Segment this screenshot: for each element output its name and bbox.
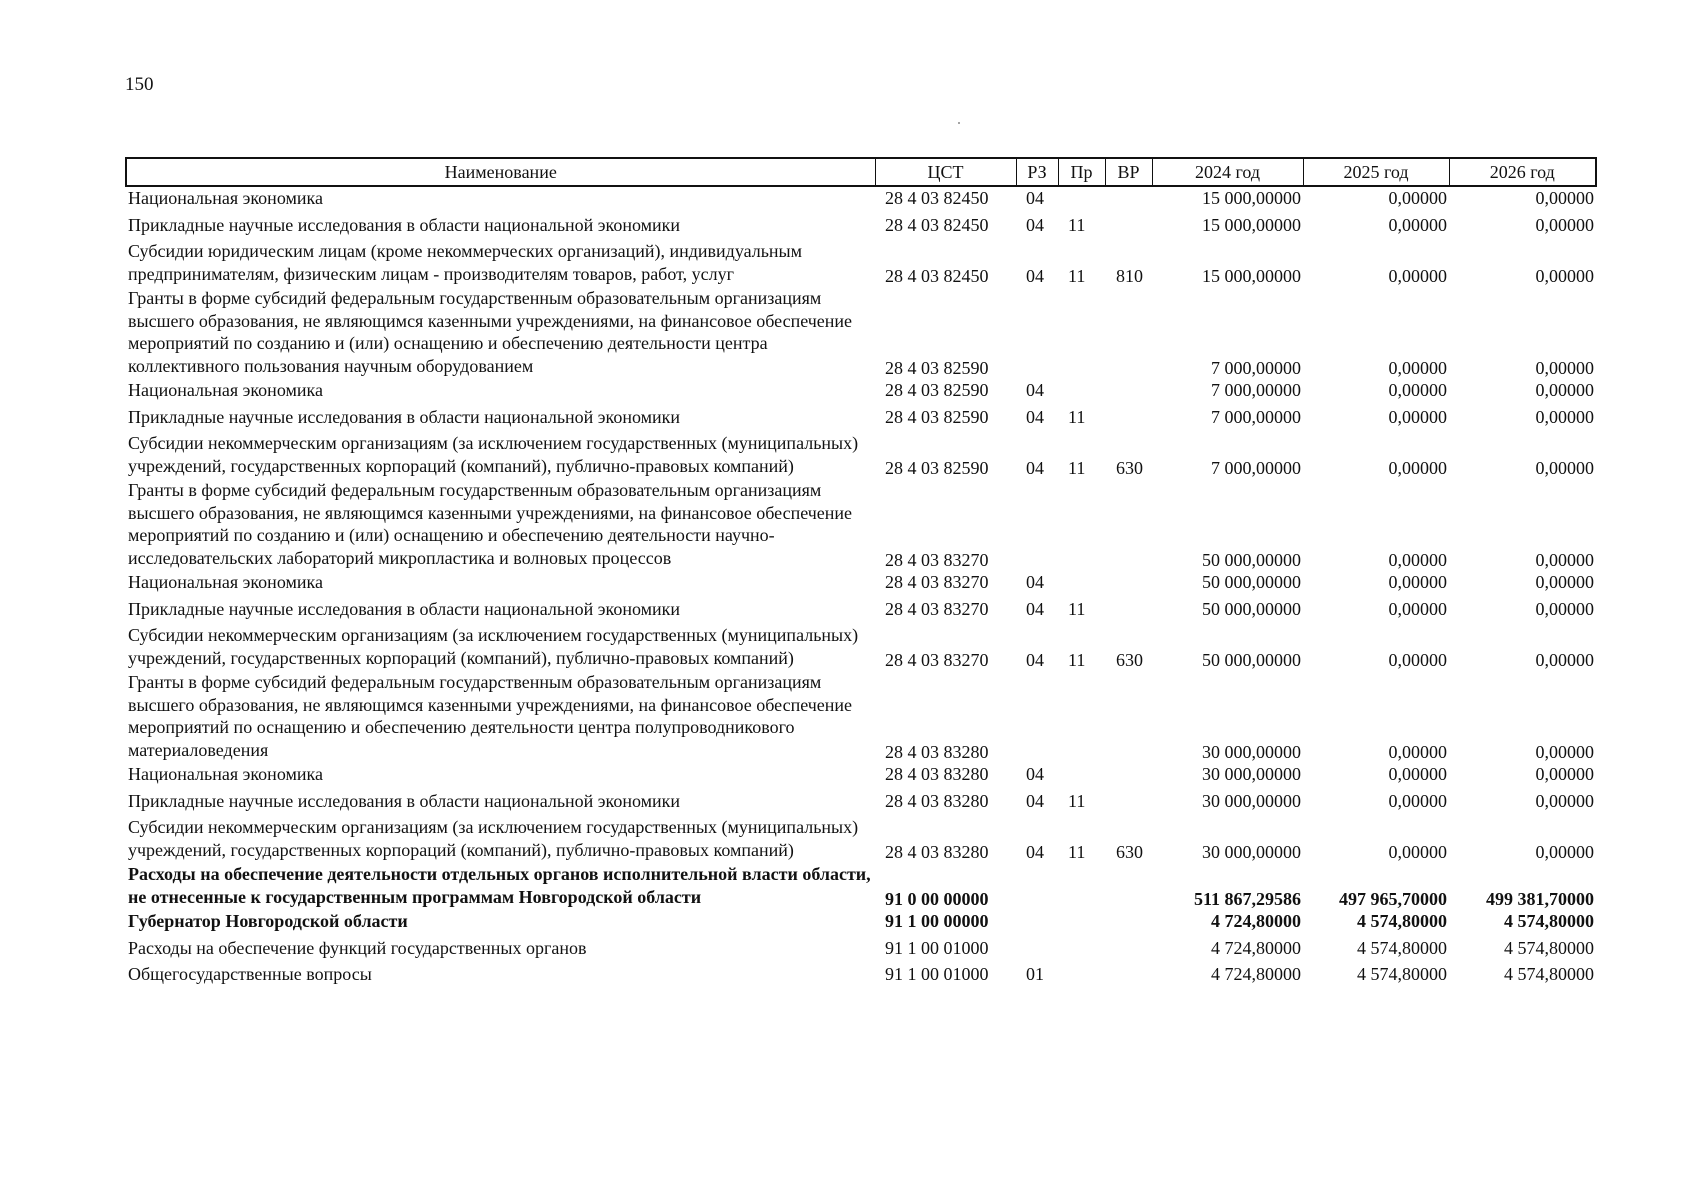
table-row	[126, 214, 1596, 241]
table-header	[126, 158, 1596, 186]
row-rz: 04	[1026, 790, 1044, 811]
row-rz	[1016, 671, 1058, 763]
row-2024: 511 867,29586	[1193, 888, 1301, 909]
table-header-row	[126, 158, 1596, 186]
row-2024: 30 000,00000	[1202, 741, 1301, 762]
row-2024: 50 000,00000	[1202, 572, 1301, 592]
row-vr	[1105, 379, 1152, 406]
row-2026: 0,00000	[1535, 572, 1594, 592]
row-name: Гранты в форме субсидий федеральным государственным образовательным организациям высшего образования, не являющимся казенными учреждениями, на финансовое обеспечение мероприятий по созданию и (или) оснащению и обеспечению деятельности научно-исследовательских лабораторий микропластика и волновых процессов	[128, 480, 853, 568]
row-2025: 0,00000	[1388, 380, 1447, 400]
row-name: Прикладные научные исследования в области национальной экономики	[128, 406, 681, 427]
row-cst: 28 4 03 83280	[885, 741, 989, 762]
row-2026: 0,00000	[1535, 380, 1594, 400]
row-pr	[1058, 479, 1105, 571]
row-vr	[1105, 863, 1152, 910]
row-name: Национальная экономика	[128, 188, 323, 208]
row-pr	[1058, 963, 1105, 990]
row-2026: 0,00000	[1535, 841, 1594, 862]
row-cst: 28 4 03 82450	[885, 214, 989, 235]
row-pr: 11	[1068, 457, 1086, 478]
row-cst: 28 4 03 83270	[885, 649, 989, 670]
row-rz: 04	[1026, 188, 1044, 208]
row-vr	[1105, 214, 1152, 241]
row-vr	[1105, 598, 1152, 625]
table-row	[126, 790, 1596, 817]
row-2024: 7 000,00000	[1211, 357, 1301, 378]
row-2024: 50 000,00000	[1202, 549, 1301, 570]
row-2026: 0,00000	[1535, 188, 1594, 208]
row-cst: 28 4 03 82590	[885, 457, 989, 478]
row-name: Прикладные научные исследования в области национальной экономики	[128, 598, 681, 619]
row-rz: 04	[1026, 572, 1044, 592]
row-name: Прикладные научные исследования в области национальной экономики	[128, 214, 681, 235]
row-vr	[1105, 963, 1152, 990]
row-2025: 0,00000	[1388, 214, 1447, 235]
row-2025: 0,00000	[1388, 357, 1447, 378]
row-2025: 0,00000	[1388, 188, 1447, 208]
row-2024: 7 000,00000	[1211, 380, 1301, 400]
row-2024: 7 000,00000	[1211, 406, 1301, 427]
row-name: Субсидии некоммерческим организациям (за исключением государственных (муниципальных) учреждений, государственных корпораций (компаний), публично-правовых компаний)	[128, 433, 859, 476]
table-row	[126, 816, 1596, 863]
row-vr	[1105, 790, 1152, 817]
table-row	[126, 763, 1596, 790]
row-pr	[1058, 937, 1105, 964]
row-cst: 28 4 03 82450	[885, 188, 989, 208]
row-2026: 4 574,80000	[1504, 964, 1594, 984]
row-cst: 28 4 03 83280	[885, 790, 989, 811]
row-2026: 0,00000	[1535, 598, 1594, 619]
row-name: Субсидии некоммерческим организациям (за исключением государственных (муниципальных) учреждений, государственных корпораций (компаний), публично-правовых компаний)	[128, 625, 859, 668]
row-2026: 0,00000	[1535, 549, 1594, 570]
row-pr	[1058, 287, 1105, 379]
row-name: Губернатор Новгородской области	[128, 911, 408, 931]
row-rz: 04	[1026, 214, 1044, 235]
row-2025: 0,00000	[1388, 406, 1447, 427]
page-number: 150	[125, 74, 154, 95]
row-cst: 28 4 03 83270	[885, 572, 989, 592]
row-2026: 0,00000	[1535, 406, 1594, 427]
row-rz: 04	[1026, 457, 1044, 478]
row-name: Национальная экономика	[128, 764, 323, 784]
row-2025: 0,00000	[1388, 457, 1447, 478]
row-2026: 0,00000	[1535, 649, 1594, 670]
row-2025: 497 965,70000	[1339, 888, 1447, 909]
row-pr	[1058, 910, 1105, 937]
row-cst: 28 4 03 83280	[885, 841, 989, 862]
table-row	[126, 379, 1596, 406]
row-pr	[1058, 571, 1105, 598]
row-vr	[1105, 479, 1152, 571]
row-pr: 11	[1068, 265, 1086, 286]
row-2025: 0,00000	[1388, 649, 1447, 670]
scan-dot-mark	[958, 122, 960, 124]
row-2025: 4 574,80000	[1357, 964, 1447, 984]
row-cst: 28 4 03 82590	[885, 406, 989, 427]
row-name: Общегосударственные вопросы	[128, 964, 372, 984]
row-2025: 0,00000	[1388, 841, 1447, 862]
row-2026: 4 574,80000	[1504, 937, 1594, 958]
table-row	[126, 432, 1596, 479]
row-cst: 28 4 03 82590	[885, 380, 989, 400]
table-row	[126, 406, 1596, 433]
row-pr	[1058, 379, 1105, 406]
row-pr: 11	[1068, 790, 1086, 811]
row-2024: 30 000,00000	[1202, 790, 1301, 811]
header-cst: ЦСТ	[875, 158, 1016, 186]
row-pr: 11	[1068, 406, 1086, 427]
row-vr	[1105, 571, 1152, 598]
row-vr	[1105, 671, 1152, 763]
row-2026: 0,00000	[1535, 457, 1594, 478]
row-2024: 50 000,00000	[1202, 598, 1301, 619]
row-2026: 0,00000	[1535, 764, 1594, 784]
table-row	[126, 240, 1596, 287]
row-vr	[1105, 937, 1152, 964]
budget-table	[125, 157, 1597, 990]
row-name: Гранты в форме субсидий федеральным государственным образовательным организациям высшего образования, не являющимся казенными учреждениями, на финансовое обеспечение мероприятий по созданию и (или) оснащению и обеспечению деятельности центра коллективного пользования научным оборудованием	[128, 288, 853, 376]
row-rz: 04	[1026, 265, 1044, 286]
row-pr: 11	[1068, 649, 1086, 670]
table-row	[126, 963, 1596, 990]
row-rz: 04	[1026, 380, 1044, 400]
table-row	[126, 598, 1596, 625]
row-2026: 499 381,70000	[1486, 888, 1594, 909]
row-2026: 0,00000	[1535, 741, 1594, 762]
row-2025: 4 574,80000	[1357, 911, 1447, 931]
table-row	[126, 186, 1596, 214]
row-rz	[1016, 910, 1058, 937]
row-2025: 0,00000	[1388, 265, 1447, 286]
row-cst: 91 1 00 00000	[885, 911, 989, 931]
row-2026: 0,00000	[1535, 357, 1594, 378]
row-2024: 50 000,00000	[1202, 649, 1301, 670]
row-vr	[1105, 287, 1152, 379]
row-rz: 01	[1026, 964, 1044, 984]
header-rz: РЗ	[1016, 158, 1058, 186]
row-cst: 28 4 03 83280	[885, 764, 989, 784]
row-pr: 11	[1068, 598, 1086, 619]
row-2025: 4 574,80000	[1357, 937, 1447, 958]
table-row	[126, 937, 1596, 964]
row-vr	[1105, 186, 1152, 214]
row-2024: 4 724,80000	[1211, 937, 1301, 958]
row-2026: 0,00000	[1535, 265, 1594, 286]
row-pr	[1058, 186, 1105, 214]
row-2024: 30 000,00000	[1202, 841, 1301, 862]
row-2026: 0,00000	[1535, 214, 1594, 235]
row-2025: 0,00000	[1388, 790, 1447, 811]
row-vr	[1105, 763, 1152, 790]
header-pr: Пр	[1058, 158, 1105, 186]
row-2024: 7 000,00000	[1211, 457, 1301, 478]
row-pr	[1058, 763, 1105, 790]
row-rz: 04	[1026, 764, 1044, 784]
row-pr: 11	[1068, 841, 1086, 862]
header-2024: 2024 год	[1152, 158, 1303, 186]
row-vr: 630	[1116, 841, 1143, 862]
row-name: Расходы на обеспечение деятельности отдельных органов исполнительной власти области, не отнесенные к государственным программам Новгородской области	[128, 864, 871, 907]
row-cst: 28 4 03 83270	[885, 598, 989, 619]
row-name: Прикладные научные исследования в области национальной экономики	[128, 790, 681, 811]
row-rz	[1016, 937, 1058, 964]
row-name: Национальная экономика	[128, 380, 323, 400]
row-2025: 0,00000	[1388, 549, 1447, 570]
row-cst: 28 4 03 82450	[885, 265, 989, 286]
row-2024: 30 000,00000	[1202, 764, 1301, 784]
row-vr	[1105, 406, 1152, 433]
row-vr: 630	[1116, 649, 1143, 670]
row-cst: 28 4 03 82590	[885, 357, 989, 378]
row-2024: 4 724,80000	[1211, 911, 1301, 931]
row-2025: 0,00000	[1388, 572, 1447, 592]
row-cst: 91 1 00 01000	[885, 937, 989, 958]
row-2025: 0,00000	[1388, 764, 1447, 784]
row-cst: 91 0 00 00000	[885, 888, 989, 909]
table-row	[126, 624, 1596, 671]
row-2025: 0,00000	[1388, 598, 1447, 619]
header-vr: ВР	[1105, 158, 1152, 186]
row-rz: 04	[1026, 598, 1044, 619]
row-vr: 630	[1116, 457, 1143, 478]
row-2026: 4 574,80000	[1504, 911, 1594, 931]
row-name: Расходы на обеспечение функций государственных органов	[128, 937, 587, 958]
table-row	[126, 287, 1596, 379]
row-rz: 04	[1026, 841, 1044, 862]
row-rz	[1016, 863, 1058, 910]
row-pr	[1058, 863, 1105, 910]
row-2024: 15 000,00000	[1202, 214, 1301, 235]
row-rz: 04	[1026, 649, 1044, 670]
header-name: Наименование	[126, 158, 875, 186]
row-name: Гранты в форме субсидий федеральным государственным образовательным организациям высшего образования, не являющимся казенными учреждениями, на финансовое обеспечение мероприятий по оснащению и обеспечению деятельности центра полупроводникового материаловедения	[128, 672, 853, 760]
header-2025: 2025 год	[1303, 158, 1449, 186]
row-vr	[1105, 910, 1152, 937]
row-2024: 4 724,80000	[1211, 964, 1301, 984]
table-body	[126, 186, 1596, 990]
row-rz	[1016, 479, 1058, 571]
row-rz	[1016, 287, 1058, 379]
row-name: Субсидии юридическим лицам (кроме некоммерческих организаций), индивидуальным предпринимателям, физическим лицам - производителям товаров, работ, услуг	[128, 241, 803, 284]
header-2026: 2026 год	[1449, 158, 1596, 186]
row-cst: 28 4 03 83270	[885, 549, 989, 570]
table-row	[126, 863, 1596, 910]
row-cst: 91 1 00 01000	[885, 964, 989, 984]
table-row	[126, 571, 1596, 598]
table-row	[126, 479, 1596, 571]
row-2024: 15 000,00000	[1202, 188, 1301, 208]
table-row	[126, 910, 1596, 937]
row-rz: 04	[1026, 406, 1044, 427]
table-row	[126, 671, 1596, 763]
row-2025: 0,00000	[1388, 741, 1447, 762]
row-pr	[1058, 671, 1105, 763]
row-name: Национальная экономика	[128, 572, 323, 592]
row-2024: 15 000,00000	[1202, 265, 1301, 286]
row-2026: 0,00000	[1535, 790, 1594, 811]
row-pr: 11	[1068, 214, 1086, 235]
row-name: Субсидии некоммерческим организациям (за исключением государственных (муниципальных) учреждений, государственных корпораций (компаний), публично-правовых компаний)	[128, 817, 859, 860]
row-vr: 810	[1116, 265, 1143, 286]
